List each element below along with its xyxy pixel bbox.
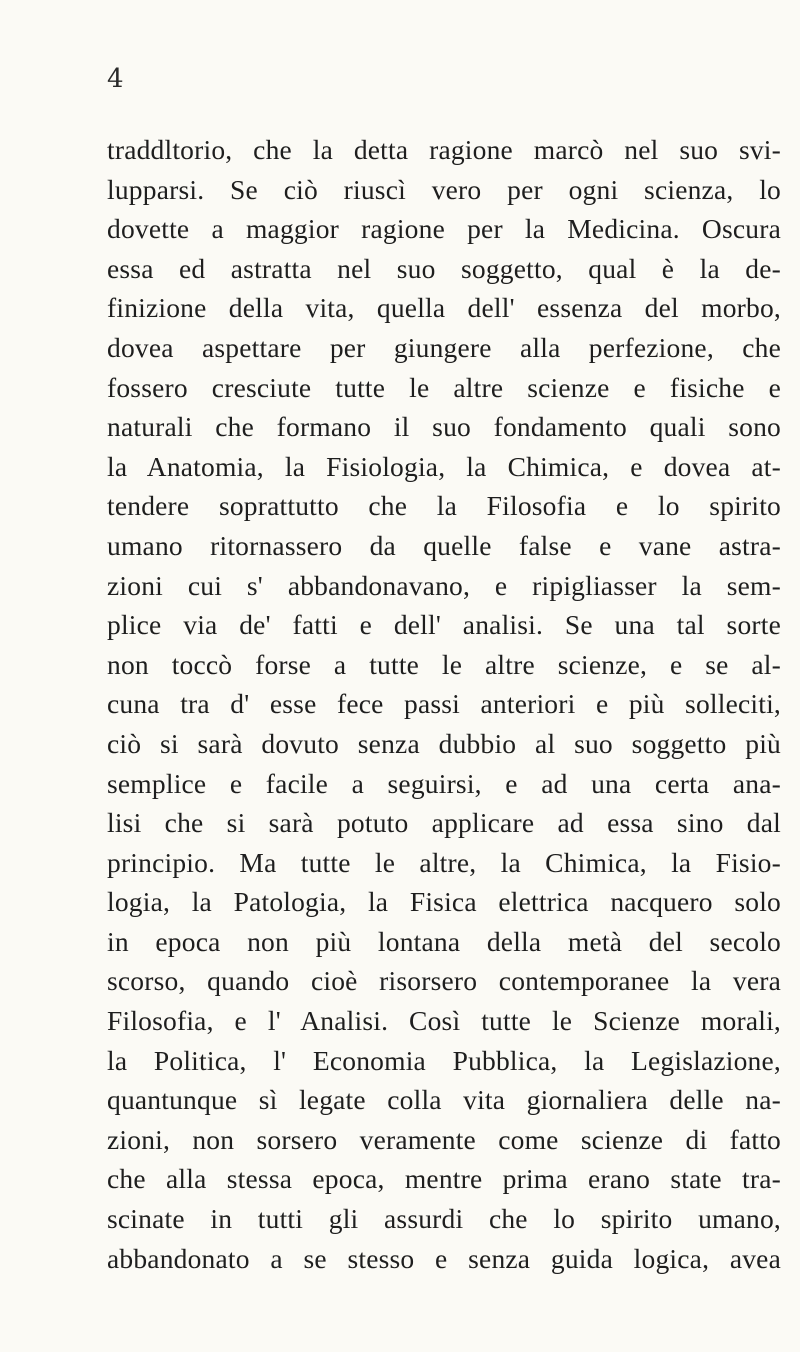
text-line: naturali che formano il suo fondamento quali sono	[107, 411, 781, 443]
page-number: 4	[107, 64, 124, 94]
text-line: dovea aspettare per giungere alla perfezione, che	[107, 331, 781, 363]
text-line: dovette a maggior ragione per la Medicina. Oscura	[107, 213, 781, 245]
text-line: principio. Ma tutte le altre, la Chimica, la Fisio-	[107, 846, 781, 878]
text-line: che alla stessa epoca, mentre prima erano state tra-	[107, 1163, 781, 1195]
text-line: scinate in tutti gli assurdi che lo spirito umano,	[107, 1203, 781, 1235]
text-line: finizione della vita, quella dell' essenza del morbo,	[107, 292, 781, 324]
text-line: traddltorio, che la detta ragione marcò nel suo svi-	[107, 134, 781, 165]
text-line: Filosofia, e l' Analisi. Così tutte le Scienze morali,	[107, 1005, 781, 1037]
text-line: zioni cui s' abbandonavano, e ripigliasser la sem-	[107, 569, 781, 601]
body-text	[107, 130, 781, 1278]
text-line: semplice e facile a seguirsi, e ad una certa ana-	[107, 767, 781, 799]
text-line: la Politica, l' Economia Pubblica, la Legislazione,	[107, 1044, 781, 1076]
text-line: umano ritornassero da quelle false e vane astra-	[107, 529, 781, 561]
text-line: logia, la Patologia, la Fisica elettrica nacquero solo	[107, 886, 781, 918]
text-line: lupparsi. Se ciò riuscì vero per ogni scienza, lo	[107, 173, 781, 205]
text-line: scorso, quando cioè risorsero contemporanee la vera	[107, 965, 781, 997]
text-line: ciò si sarà dovuto senza dubbio al suo soggetto più	[107, 727, 781, 759]
text-line: tendere soprattutto che la Filosofia e lo spirito	[107, 490, 781, 522]
text-line: non toccò forse a tutte le altre scienze, e se al-	[107, 648, 781, 680]
text-line: zioni, non sorsero veramente come scienze di fatto	[107, 1123, 781, 1155]
text-line: lisi che si sarà potuto applicare ad essa sino dal	[107, 807, 781, 839]
text-line: cuna tra d' esse fece passi anteriori e più solleciti,	[107, 688, 781, 720]
text-line: abbandonato a se stesso e senza guida logica, avea	[107, 1242, 781, 1274]
text-line: in epoca non più lontana della metà del secolo	[107, 925, 781, 957]
text-line: quantunque sì legate colla vita giornaliera delle na-	[107, 1084, 781, 1116]
text-line: essa ed astratta nel suo soggetto, qual è la de-	[107, 252, 781, 284]
text-line: plice via de' fatti e dell' analisi. Se una tal sorte	[107, 609, 781, 641]
text-line: la Anatomia, la Fisiologia, la Chimica, e dovea at-	[107, 450, 781, 482]
text-line: fossero cresciute tutte le altre scienze e fisiche e	[107, 371, 781, 403]
